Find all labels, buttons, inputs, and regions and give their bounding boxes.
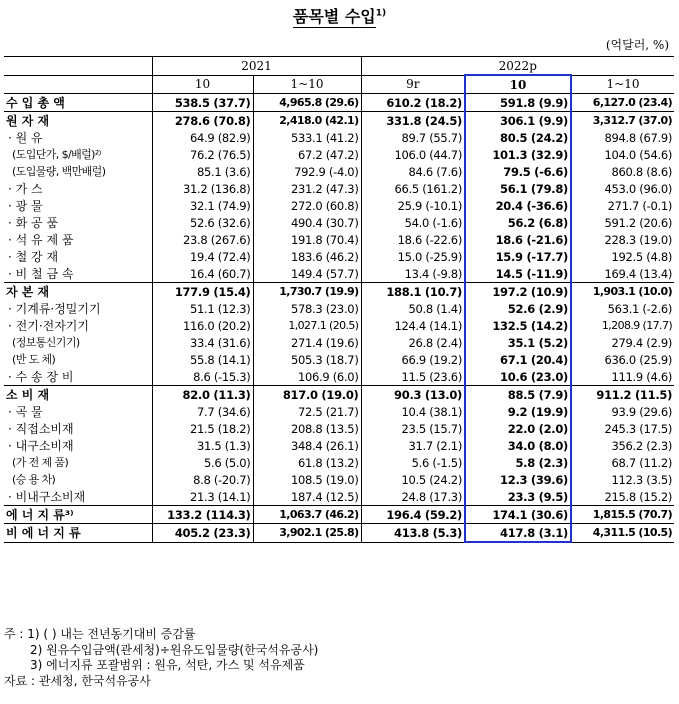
table-row [4, 129, 674, 146]
value-cell: 405.2 (23.3) [152, 524, 253, 543]
value-cell: 591.2 (20.6) [571, 214, 674, 231]
header-year-2022p: 2022p [361, 57, 674, 76]
table-row [4, 180, 674, 197]
value-cell: 817.0 (19.0) [253, 386, 361, 404]
value-cell: 66.9 (19.2) [361, 351, 465, 368]
value-cell: 67.1 (20.4) [465, 351, 571, 368]
value-cell: 610.2 (18.2) [361, 94, 465, 112]
unit-label: (억달러, %) [605, 38, 669, 52]
header-col-2021-10: 10 [152, 75, 253, 94]
value-cell: 88.5 (7.9) [465, 386, 571, 404]
value-cell: 18.6 (-22.6) [361, 231, 465, 248]
row-label: · 직접소비재 [8, 421, 74, 436]
value-cell: 22.0 (2.0) [465, 420, 571, 437]
value-cell: 76.2 (76.5) [152, 146, 253, 163]
value-cell: 533.1 (41.2) [253, 129, 361, 146]
table-row [4, 386, 674, 404]
value-cell: 272.0 (60.8) [253, 197, 361, 214]
value-cell: 245.3 (17.5) [571, 420, 674, 437]
value-cell: 169.4 (13.4) [571, 265, 674, 283]
value-cell: 12.3 (39.6) [465, 471, 571, 488]
header-col-2021-1-10: 1~10 [253, 75, 361, 94]
table-row [4, 112, 674, 130]
table-row [4, 231, 674, 248]
value-cell: 2,418.0 (42.1) [253, 112, 361, 130]
table-row [4, 214, 674, 231]
value-cell: 133.2 (114.3) [152, 506, 253, 524]
value-cell: 3,902.1 (25.8) [253, 524, 361, 543]
value-cell: 417.8 (3.1) [465, 524, 571, 543]
table-row [4, 351, 674, 368]
value-cell: 331.8 (24.5) [361, 112, 465, 130]
value-cell: 1,903.1 (10.0) [571, 283, 674, 301]
value-cell: 61.8 (13.2) [253, 454, 361, 471]
value-cell: 52.6 (32.6) [152, 214, 253, 231]
value-cell: 67.2 (47.2) [253, 146, 361, 163]
value-cell: 911.2 (11.5) [571, 386, 674, 404]
table-body [4, 94, 674, 543]
value-cell: 31.5 (1.3) [152, 437, 253, 454]
page-title [0, 4, 679, 27]
row-label: (도입단가, $/배럴)²⁾ [12, 147, 101, 161]
value-cell: 5.8 (2.3) [465, 454, 571, 471]
table-row [4, 368, 674, 386]
value-cell: 31.2 (136.8) [152, 180, 253, 197]
value-cell: 104.0 (54.6) [571, 146, 674, 163]
row-label: 에 너 지 류³⁾ [4, 506, 152, 524]
value-cell: 10.4 (38.1) [361, 403, 465, 420]
value-cell: 18.6 (-21.6) [465, 231, 571, 248]
value-cell: 231.2 (47.3) [253, 180, 361, 197]
value-cell: 90.3 (13.0) [361, 386, 465, 404]
value-cell: 72.5 (21.7) [253, 403, 361, 420]
header-year-2021: 2021 [152, 57, 361, 76]
import-table [4, 56, 674, 543]
value-cell: 56.1 (79.8) [465, 180, 571, 197]
row-label: (정보통신기기) [12, 335, 80, 349]
value-cell: 413.8 (5.3) [361, 524, 465, 543]
table-row [4, 471, 674, 488]
row-label: · 전기·전자기기 [8, 318, 89, 333]
value-cell: 4,965.8 (29.6) [253, 94, 361, 112]
value-cell: 3,312.7 (37.0) [571, 112, 674, 130]
value-cell: 106.0 (44.7) [361, 146, 465, 163]
header-col-2022-1-10: 1~10 [571, 75, 674, 94]
value-cell: 85.1 (3.6) [152, 163, 253, 180]
value-cell: 1,815.5 (70.7) [571, 506, 674, 524]
table-row [4, 403, 674, 420]
row-label: 자 본 재 [4, 283, 152, 301]
value-cell: 82.0 (11.3) [152, 386, 253, 404]
value-cell: 132.5 (14.2) [465, 317, 571, 334]
value-cell: 34.0 (8.0) [465, 437, 571, 454]
value-cell: 23.8 (267.6) [152, 231, 253, 248]
value-cell: 505.3 (18.7) [253, 351, 361, 368]
value-cell: 4,311.5 (10.5) [571, 524, 674, 543]
source-note: 자료 : 관세청, 한국석유공사 [4, 673, 151, 688]
table-row [4, 454, 674, 471]
row-label: · 비내구소비재 [8, 489, 86, 504]
table-row [4, 197, 674, 214]
value-cell: 116.0 (20.2) [152, 317, 253, 334]
value-cell: 6,127.0 (23.4) [571, 94, 674, 112]
value-cell: 1,208.9 (17.7) [571, 317, 674, 334]
value-cell: 55.8 (14.1) [152, 351, 253, 368]
value-cell: 93.9 (29.6) [571, 403, 674, 420]
row-label: 비 에 너 지 류 [4, 524, 152, 543]
value-cell: 56.2 (6.8) [465, 214, 571, 231]
value-cell: 196.4 (59.2) [361, 506, 465, 524]
table-row [4, 334, 674, 351]
value-cell: 271.7 (-0.1) [571, 197, 674, 214]
value-cell: 21.3 (14.1) [152, 488, 253, 506]
value-cell: 538.5 (37.7) [152, 94, 253, 112]
value-cell: 177.9 (15.4) [152, 283, 253, 301]
row-label: · 곡 물 [8, 404, 43, 419]
value-cell: 106.9 (6.0) [253, 368, 361, 386]
value-cell: 15.0 (-25.9) [361, 248, 465, 265]
value-cell: 860.8 (8.6) [571, 163, 674, 180]
table-row [4, 437, 674, 454]
value-cell: 31.7 (2.1) [361, 437, 465, 454]
footnote-1: 주 : 1) ( ) 내는 전년동기대비 증감률 [4, 627, 196, 641]
header-col-2022-10: 10 [465, 75, 571, 94]
value-cell: 453.0 (96.0) [571, 180, 674, 197]
value-cell: 1,730.7 (19.9) [253, 283, 361, 301]
value-cell: 111.9 (4.6) [571, 368, 674, 386]
row-label: · 철 강 재 [8, 249, 59, 264]
value-cell: 7.7 (34.6) [152, 403, 253, 420]
value-cell: 306.1 (9.9) [465, 112, 571, 130]
row-label: 원 자 재 [4, 112, 152, 130]
table-row [4, 300, 674, 317]
value-cell: 348.4 (26.1) [253, 437, 361, 454]
value-cell: 25.9 (-10.1) [361, 197, 465, 214]
value-cell: 64.9 (82.9) [152, 129, 253, 146]
value-cell: 23.5 (15.7) [361, 420, 465, 437]
value-cell: 20.4 (-36.6) [465, 197, 571, 214]
value-cell: 5.6 (5.0) [152, 454, 253, 471]
header-col-2022-9r: 9r [361, 75, 465, 94]
value-cell: 10.5 (24.2) [361, 471, 465, 488]
row-label: · 기계류·정밀기기 [8, 301, 101, 316]
value-cell: 101.3 (32.9) [465, 146, 571, 163]
value-cell: 14.5 (-11.9) [465, 265, 571, 283]
value-cell: 35.1 (5.2) [465, 334, 571, 351]
table-row [4, 283, 674, 301]
value-cell: 228.3 (19.0) [571, 231, 674, 248]
value-cell: 8.6 (-15.3) [152, 368, 253, 386]
footnotes [4, 627, 318, 689]
table-row [4, 524, 674, 543]
value-cell: 792.9 (-4.0) [253, 163, 361, 180]
value-cell: 9.2 (19.9) [465, 403, 571, 420]
value-cell: 188.1 (10.7) [361, 283, 465, 301]
row-label: · 가 스 [8, 181, 43, 196]
value-cell: 33.4 (31.6) [152, 334, 253, 351]
value-cell: 578.3 (23.0) [253, 300, 361, 317]
value-cell: 23.3 (9.5) [465, 488, 571, 506]
value-cell: 192.5 (4.8) [571, 248, 674, 265]
title-footnote-mark: 1) [375, 8, 387, 19]
title-text: 품목별 수입 [292, 7, 376, 26]
value-cell: 54.0 (-1.6) [361, 214, 465, 231]
value-cell: 636.0 (25.9) [571, 351, 674, 368]
value-cell: 215.8 (15.2) [571, 488, 674, 506]
table-row [4, 420, 674, 437]
value-cell: 174.1 (30.6) [465, 506, 571, 524]
row-label: (도입물량, 백만배럴) [12, 164, 106, 178]
row-label: · 비 철 금 속 [8, 266, 74, 281]
value-cell: 26.8 (2.4) [361, 334, 465, 351]
row-label: 수 입 총 액 [4, 94, 152, 112]
value-cell: 191.8 (70.4) [253, 231, 361, 248]
value-cell: 197.2 (10.9) [465, 283, 571, 301]
value-cell: 1,063.7 (46.2) [253, 506, 361, 524]
row-label: 소 비 재 [4, 386, 152, 404]
value-cell: 563.1 (-2.6) [571, 300, 674, 317]
value-cell: 112.3 (3.5) [571, 471, 674, 488]
table-row [4, 317, 674, 334]
value-cell: 356.2 (2.3) [571, 437, 674, 454]
table-row [4, 265, 674, 283]
value-cell: 208.8 (13.5) [253, 420, 361, 437]
value-cell: 68.7 (11.2) [571, 454, 674, 471]
value-cell: 894.8 (67.9) [571, 129, 674, 146]
table-row [4, 488, 674, 506]
row-label: · 광 물 [8, 198, 43, 213]
row-label: · 원 유 [8, 130, 43, 145]
row-label: · 수 송 장 비 [8, 369, 74, 384]
value-cell: 32.1 (74.9) [152, 197, 253, 214]
value-cell: 11.5 (23.6) [361, 368, 465, 386]
table-row [4, 506, 674, 524]
table-row [4, 94, 674, 112]
value-cell: 84.6 (7.6) [361, 163, 465, 180]
row-label: · 내구소비재 [8, 438, 74, 453]
footnote-3: 3) 에너지류 포괄범위 : 원유, 석탄, 가스 및 석유제품 [30, 658, 305, 672]
value-cell: 1,027.1 (20.5) [253, 317, 361, 334]
value-cell: 5.6 (-1.5) [361, 454, 465, 471]
value-cell: 591.8 (9.9) [465, 94, 571, 112]
value-cell: 149.4 (57.7) [253, 265, 361, 283]
value-cell: 279.4 (2.9) [571, 334, 674, 351]
value-cell: 21.5 (18.2) [152, 420, 253, 437]
value-cell: 80.5 (24.2) [465, 129, 571, 146]
value-cell: 79.5 (-6.6) [465, 163, 571, 180]
row-label: · 화 공 품 [8, 215, 59, 230]
row-label: (승 용 차) [12, 472, 56, 486]
value-cell: 187.4 (12.5) [253, 488, 361, 506]
row-label: · 석 유 제 품 [8, 232, 74, 247]
value-cell: 271.4 (19.6) [253, 334, 361, 351]
table-row [4, 248, 674, 265]
value-cell: 19.4 (72.4) [152, 248, 253, 265]
value-cell: 89.7 (55.7) [361, 129, 465, 146]
value-cell: 13.4 (-9.8) [361, 265, 465, 283]
header-blank-2 [4, 75, 152, 94]
value-cell: 52.6 (2.9) [465, 300, 571, 317]
value-cell: 124.4 (14.1) [361, 317, 465, 334]
value-cell: 10.6 (23.0) [465, 368, 571, 386]
row-label: (반 도 체) [12, 352, 56, 366]
value-cell: 16.4 (60.7) [152, 265, 253, 283]
value-cell: 490.4 (30.7) [253, 214, 361, 231]
table-row [4, 146, 674, 163]
value-cell: 108.5 (19.0) [253, 471, 361, 488]
header-blank [4, 57, 152, 76]
value-cell: 51.1 (12.3) [152, 300, 253, 317]
value-cell: 183.6 (46.2) [253, 248, 361, 265]
value-cell: 8.8 (-20.7) [152, 471, 253, 488]
footnote-2: 2) 원유수입금액(관세청)÷원유도입물량(한국석유공사) [30, 642, 319, 657]
value-cell: 15.9 (-17.7) [465, 248, 571, 265]
table-row [4, 163, 674, 180]
row-label: (가 전 제 품) [12, 455, 69, 469]
value-cell: 66.5 (161.2) [361, 180, 465, 197]
value-cell: 50.8 (1.4) [361, 300, 465, 317]
value-cell: 24.8 (17.3) [361, 488, 465, 506]
value-cell: 278.6 (70.8) [152, 112, 253, 130]
